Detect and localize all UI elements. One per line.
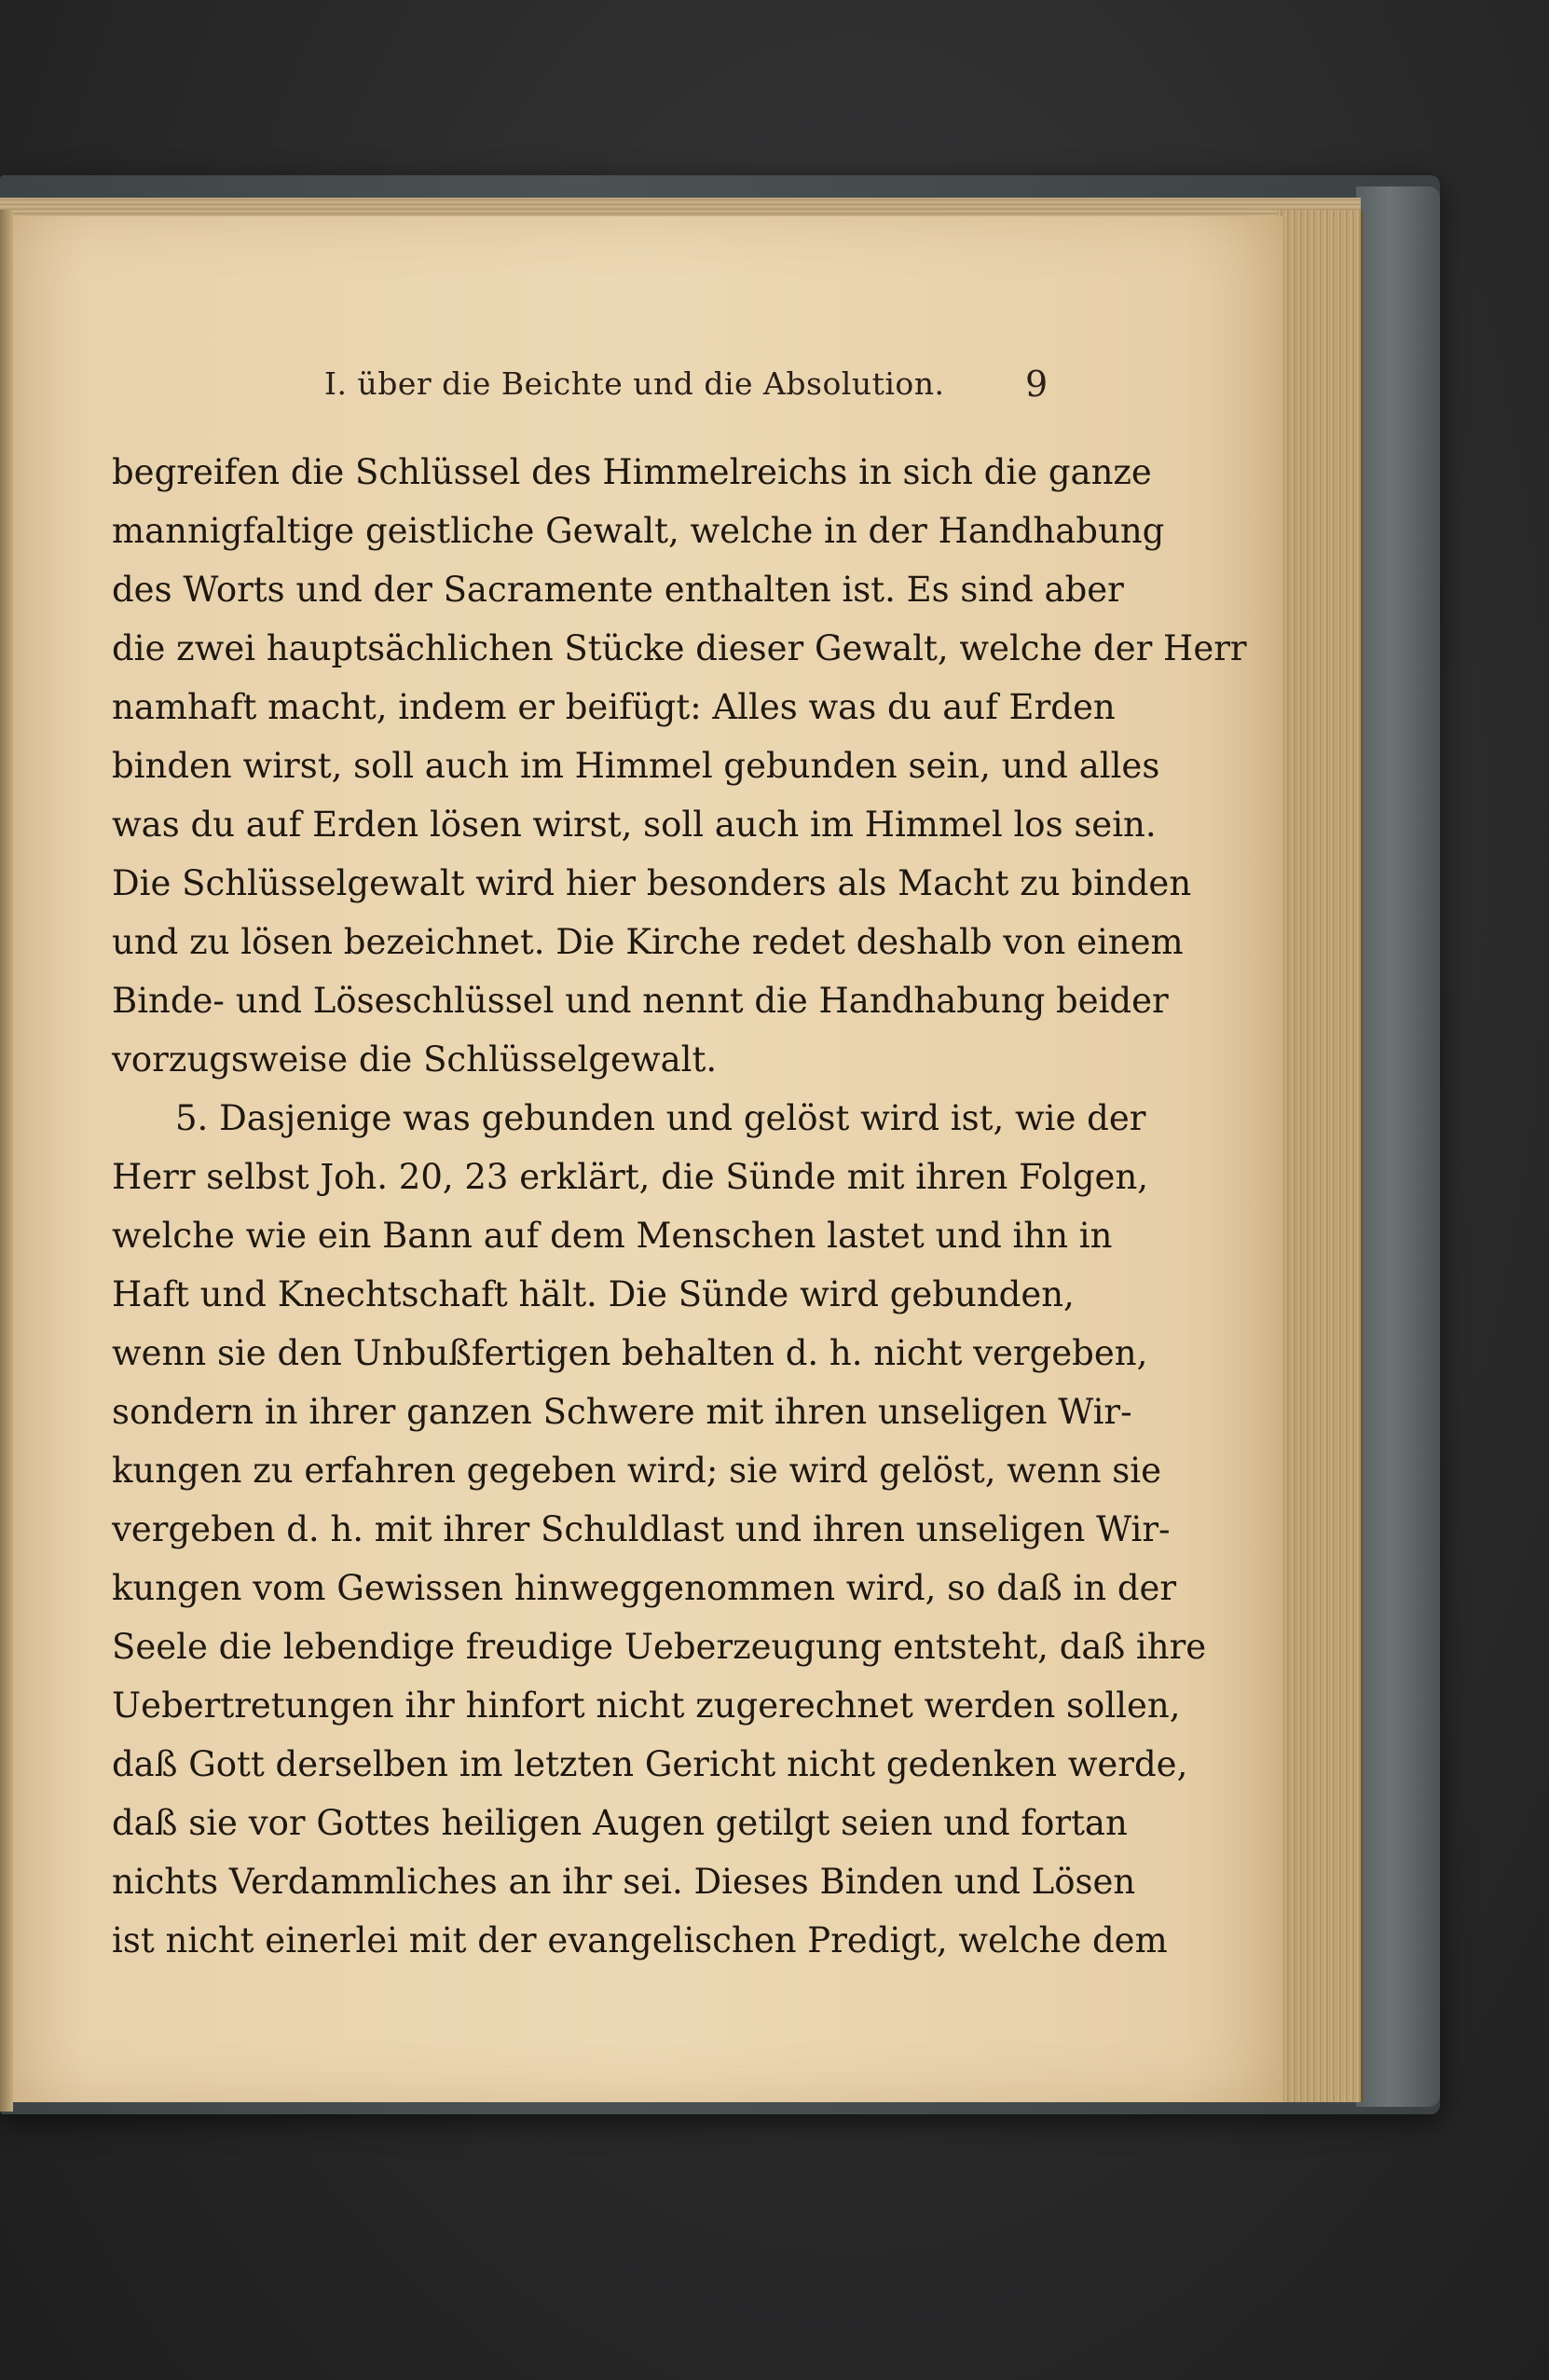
text-line: die zwei hauptsächlichen Stücke dieser Gewalt, welche der Herr [112,628,1247,668]
text-line: welche wie ein Bann auf dem Menschen lastet und ihn in [112,1216,1113,1256]
text-line: Herr selbst Joh. 20, 23 erklärt, die Sünde mit ihren Folgen, [112,1157,1149,1197]
text-line: ist nicht einerlei mit der evangelischen Predigt, welche dem [112,1920,1168,1960]
page-stack-right-edge [1277,210,1364,2102]
text-line: vergeben d. h. mit ihrer Schuldlast und ihren unseligen Wir- [112,1509,1171,1549]
page-stack-top-edge [0,198,1361,218]
text-line: daß sie vor Gottes heiligen Augen getilgt seien und fortan [112,1803,1128,1843]
text-line: kungen zu erfahren gegeben wird; sie wird gelöst, wenn sie [112,1451,1162,1491]
running-title: I. über die Beichte und die Absolution. [324,365,945,402]
text-line: Seele die lebendige freudige Ueberzeugung entsteht, daß ihre [112,1627,1207,1667]
text-line: binden wirst, soll auch im Himmel gebunden sein, und alles [112,746,1160,786]
text-line: begreifen die Schlüssel des Himmelreichs in sich die ganze [112,452,1152,492]
text-line: Uebertretungen ihr hinfort nicht zugerechnet werden sollen, [112,1685,1181,1726]
page-number: 9 [1025,364,1049,405]
text-line: namhaft macht, indem er beifügt: Alles was du auf Erden [112,687,1116,727]
text-line: vorzugsweise die Schlüsselgewalt. [112,1039,718,1080]
text-line: des Worts und der Sacramente enthalten ist. Es sind aber [112,570,1124,610]
text-line: nichts Verdammliches an ihr sei. Dieses Binden und Lösen [112,1862,1136,1902]
book-cover-edge [1356,186,1440,2107]
text-line: sondern in ihrer ganzen Schwere mit ihren unseligen Wir- [112,1392,1132,1432]
text-line: und zu lösen bezeichnet. Die Kirche redet deshalb von einem [112,922,1184,962]
text-line: kungen vom Gewissen hinweggenommen wird, so daß in der [112,1568,1177,1608]
text-line: daß Gott derselben im letzten Gericht nicht gedenken werde, [112,1744,1188,1784]
text-line: mannigfaltige geistliche Gewalt, welche in der Handhabung [112,511,1165,551]
text-line: 5. Dasjenige was gebunden und gelöst wird ist, wie der [175,1098,1146,1138]
body-text [112,443,1247,1970]
text-line: wenn sie den Unbußfertigen behalten d. h. nicht vergeben, [112,1333,1148,1373]
text-line: was du auf Erden lösen wirst, soll auch im Himmel los sein. [112,805,1157,845]
page-stack-left-edge [0,210,13,2112]
text-line: Die Schlüsselgewalt wird hier besonders als Macht zu binden [112,863,1192,903]
text-line: Haft und Knechtschaft hält. Die Sünde wird gebunden, [112,1274,1075,1314]
text-line: Binde- und Löseschlüssel und nennt die Handhabung beider [112,981,1169,1021]
